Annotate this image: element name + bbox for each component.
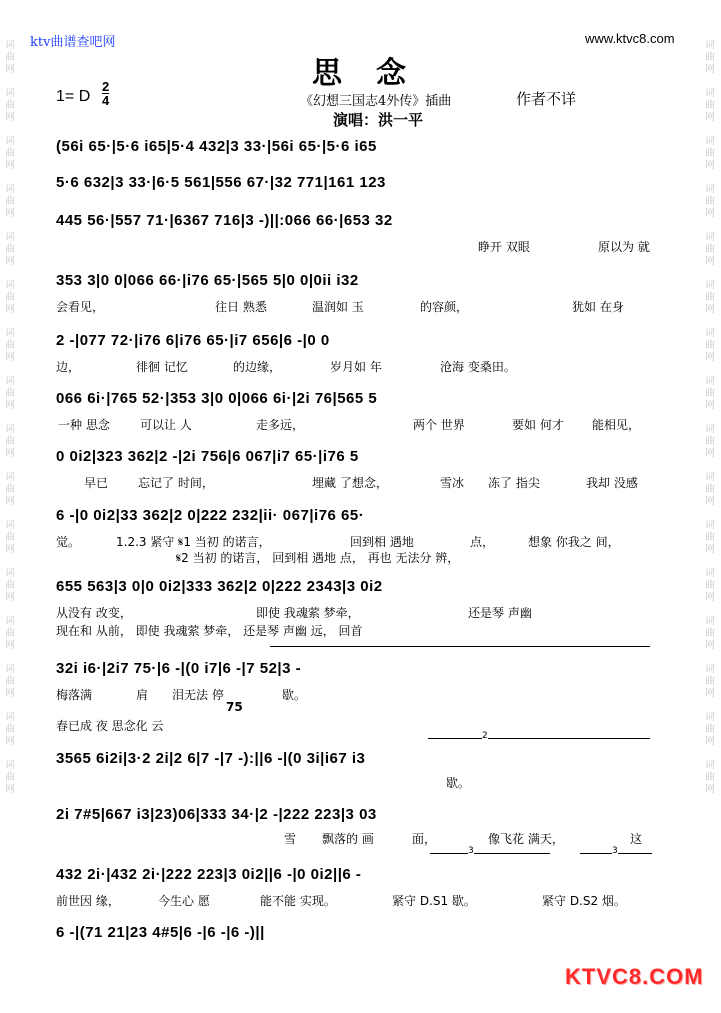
- lyric: 一种 思念: [58, 418, 110, 432]
- volta-bracket: [270, 646, 650, 647]
- melody-row-2: 5·6 632|3 33·|6·5 561|556 67·|32 771|161 123: [56, 174, 386, 191]
- site-url-right: www.ktvc8.com: [585, 31, 675, 46]
- time-signature: [102, 80, 109, 107]
- lyric: 边，: [56, 360, 81, 374]
- lyric: 雪冰: [440, 476, 465, 490]
- triplet-bracket-1: [430, 853, 550, 854]
- watermark-right: 词曲网 词曲网 词曲网 词曲网 词曲网 词曲网 词曲网 词曲网 词曲网 词曲网 词曲网 词曲网 词曲网 词曲网 词曲网 词曲网: [705, 40, 715, 795]
- volta-2-label: 2: [482, 731, 488, 741]
- melody-row-1: (56i 65·|5·6 i65|5·4 432|3 33·|56i 65·|5·6 i65: [56, 138, 377, 155]
- lyric: 原以为 就: [598, 240, 650, 254]
- lyric: 回到相 遇地: [350, 535, 414, 549]
- lyric: 能不能 实现。: [260, 894, 336, 908]
- lyric: 冻了 指尖: [488, 476, 540, 490]
- meter-bottom: 4: [102, 93, 110, 108]
- lyric: 埋藏 了想念，: [312, 476, 388, 490]
- song-author: 作者不详: [516, 90, 577, 108]
- lyric: 温润如 玉: [312, 300, 364, 314]
- lyric: 会看见，: [56, 300, 105, 314]
- lyric: 紧守 D.S2 烟。: [542, 894, 626, 908]
- lyric: 睁开 双眼: [478, 240, 530, 254]
- lyric: 前世因 缘，: [56, 894, 120, 908]
- lyric: 面，: [412, 832, 437, 846]
- key-signature: 1= D: [56, 88, 91, 105]
- melody-row-13: 432 2i·|432 2i·|222 223|3 0i2||6 -|0 0i2||6 -: [56, 866, 362, 883]
- lyric: 徘徊 记忆: [136, 360, 188, 374]
- watermark-left: 词曲网 词曲网 词曲网 词曲网 词曲网 词曲网 词曲网 词曲网 词曲网 词曲网 词曲网 词曲网 词曲网 词曲网 词曲网 词曲网: [5, 40, 15, 795]
- melody-row-3: 445 56·|557 71·|6367 716|3 -)||:066 66·|653 32: [56, 212, 393, 229]
- lyric: 从没有 改变，: [56, 606, 132, 620]
- lyric: 我却 没感: [586, 476, 638, 490]
- lyric: 肩: [136, 688, 149, 702]
- melody-row-6: 066 6i·|765 52·|353 3|0 0|066 6i·|2i 76|565 5: [56, 390, 378, 407]
- lyric: 走多远，: [256, 418, 305, 432]
- site-name-left: ktv曲谱查吧网: [30, 35, 116, 50]
- lyric: 雪: [284, 832, 297, 846]
- melody-row-8: 6 -|0 0i2|33 362|2 0|222 232|ii· 067|i76 65·: [56, 507, 365, 524]
- triplet-label-2: 3: [612, 846, 618, 856]
- lyric-alt: 现在和 从前， 即使 我魂萦 梦牵， 还是琴 声幽 远， 回首: [56, 624, 363, 638]
- lyric: 歇。: [446, 776, 471, 790]
- lyric: 往日 熟悉: [215, 300, 267, 314]
- lyric: 想象 你我之 间，: [528, 535, 620, 549]
- melody-row-9: 655 563|3 0|0 0i2|333 362|2 0|222 2343|3 0i2: [56, 578, 383, 595]
- lyric: 两个 世界: [413, 418, 465, 432]
- triplet-label-1: 3: [468, 846, 474, 856]
- lyric: 泪无法 停: [172, 688, 224, 702]
- lyric: 点，: [470, 535, 495, 549]
- lyric: 忘记了 时间，: [138, 476, 214, 490]
- lyric: 岁月如 年: [330, 360, 382, 374]
- lyric-alt: 春已成 夜 思念化 云: [56, 719, 164, 733]
- melody-row-14: 6 -|(71 21|23 4#5|6 -|6 -|6 -)||: [56, 924, 265, 941]
- lyric: 早已: [84, 476, 109, 490]
- lyric: 即使 我魂萦 梦牵，: [256, 606, 360, 620]
- site-logo: KTVC8.COM: [565, 964, 704, 989]
- melody-row-11: 3565 6i2i|3·2 2i|2 6|7 -|7 -):||6 -|(0 3i|i67 i3: [56, 750, 366, 767]
- melody-row-7: 0 0i2|323 362|2 -|2i 756|6 067|i7 65·|i76 5: [56, 448, 359, 465]
- song-singer: 演唱：洪一平: [333, 111, 424, 129]
- lyric: 能相见，: [592, 418, 641, 432]
- lyric: 觉。: [56, 535, 81, 549]
- lyric: 歇。: [282, 688, 307, 702]
- lyric: 像飞花 满天，: [488, 832, 564, 846]
- lyric: 梅落满: [56, 688, 93, 702]
- song-subtitle: 《幻想三国志4外传》插曲: [300, 94, 452, 109]
- lyric: 紧守 D.S1 歇。: [392, 894, 476, 908]
- lyric: 沧海 变桑田。: [440, 360, 516, 374]
- lyric: 飘落的 画: [322, 832, 374, 846]
- song-title: 思念: [312, 56, 440, 91]
- lyric: 这: [630, 832, 643, 846]
- melody-row-12: 2i 7#5|667 i3|23)06|333 34·|2 -|222 223|3 03: [56, 806, 377, 823]
- alt-note-75: 75: [226, 700, 243, 714]
- lyric-alt: 𝄋2 当初 的诺言， 回到相 遇地 点， 再也 无法分 辨，: [176, 551, 460, 565]
- volta-2-bracket: [428, 738, 650, 739]
- lyric: 1.2.3 紧守 𝄋1 当初 的诺言，: [116, 535, 271, 549]
- lyric: 今生心 愿: [158, 894, 210, 908]
- lyric: 的边缘，: [233, 360, 282, 374]
- melody-row-5: 2 -|077 72·|i76 6|i76 65·|i7 656|6 -|0 0: [56, 332, 330, 349]
- lyric: 要如 何才: [512, 418, 564, 432]
- melody-row-4: 353 3|0 0|066 66·|i76 65·|565 5|0 0|0ii i32: [56, 272, 359, 289]
- lyric: 可以让 人: [140, 418, 192, 432]
- lyric: 犹如 在身: [572, 300, 624, 314]
- lyric: 的容颜，: [420, 300, 469, 314]
- melody-row-10: 32i i6·|2i7 75·|6 -|(0 i7|6 -|7 52|3 -: [56, 660, 302, 677]
- lyric: 还是琴 声幽: [468, 606, 532, 620]
- meter-top: 2: [102, 79, 110, 94]
